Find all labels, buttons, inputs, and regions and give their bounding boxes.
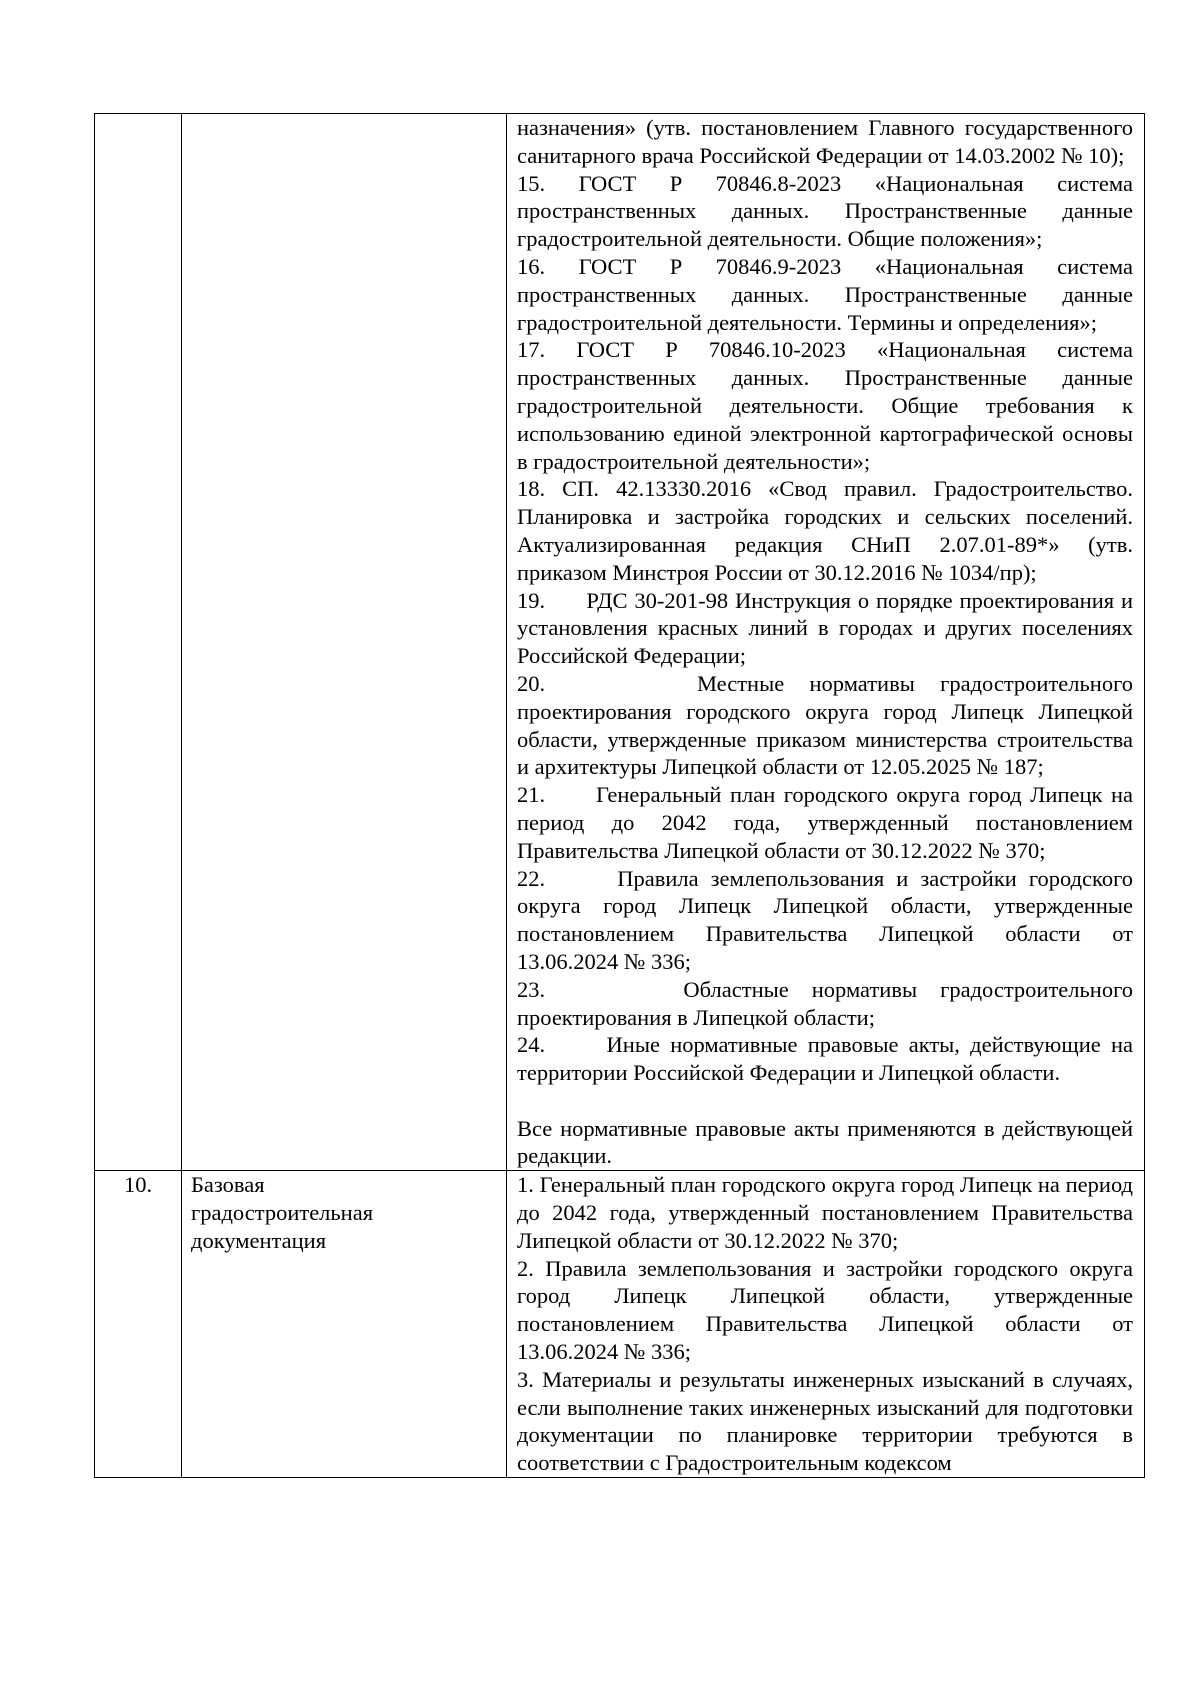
row-content-cell: [507, 1171, 1145, 1478]
basis-item-3: 3. Материалы и результаты инженерных изысканий в случаях, если выполнение таких инженерных изысканий для подготовки документации по планировке территории требуются в соответствии с Градостроительным кодексом: [517, 1366, 1133, 1476]
paragraph-23: 23. Областные нормативы градостроительного проектирования в Липецкой области;: [517, 976, 1133, 1030]
paragraph-21: 21. Генеральный план городского округа город Липецк на период до 2042 года, утвержденный постановлением Правительства Липецкой области от 30.12.2022 № 370;: [517, 782, 1133, 863]
closing-note: Все нормативные правовые акты применяются в действующей редакции.: [517, 1115, 1133, 1169]
table-row-continuation: [95, 114, 1145, 1171]
blank-line: [517, 1087, 1133, 1115]
paragraph-18: 18. СП. 42.13330.2016 «Свод правил. Градостроительство. Планировка и застройка городских и сельских поселений. Актуализированная редакция СНиП 2.07.01-89*» (утв. приказом Минстроя России от 30.12.2016 № 1034/пр);: [517, 476, 1133, 585]
row-name-cell: [182, 1171, 507, 1478]
row-name-line-1: Базовая: [191, 1172, 265, 1198]
row-name-line-2: градостроительная: [191, 1200, 374, 1226]
paragraph-20: 20. Местные нормативы градостроительного проектирования городского округа город Липецк Липецкой области, утвержденные приказом министерства строительства и архитектуры Липецкой области от 12.05.2025 № 187;: [517, 670, 1133, 780]
paragraph-16: 16. ГОСТ Р 70846.9-2023 «Национальная система пространственных данных. Пространственные данные градостроительной деятельности. Термины и определения»;: [517, 253, 1133, 335]
table-row-10: [95, 1171, 1145, 1478]
requirements-table: [94, 113, 1145, 1478]
row-number: 10.: [123, 1172, 153, 1198]
row-content-cell: [507, 114, 1145, 1171]
paragraph-17: 17. ГОСТ Р 70846.10-2023 «Национальная система пространственных данных. Пространственные данные градостроительной деятельности. Общие требования к использованию единой электронной картографической основы в градостроительной деятельности»;: [517, 337, 1133, 474]
paragraph-15: 15. ГОСТ Р 70846.8-2023 «Национальная система пространственных данных. Пространственные данные градостроительной деятельности. Общие положения»;: [517, 170, 1133, 252]
paragraph-19: 19. РДС 30-201-98 Инструкция о порядке проектирования и установления красных линий в городах и других поселениях Российской Федерации;: [517, 587, 1133, 669]
row-number-cell: [95, 114, 182, 1171]
basis-item-2: 2. Правила землепользования и застройки городского округа город Липецк Липецкой области, утвержденные постановлением Правительства Липецкой области от 13.06.2024 № 336;: [517, 1255, 1133, 1365]
row-name-cell: [182, 114, 507, 1171]
row-number-cell: [95, 1171, 182, 1478]
paragraph-14-cont: назначения» (утв. постановлением Главного государственного санитарного врача Российской Федерации от 14.03.2002 № 10);: [517, 115, 1133, 168]
basis-item-1: 1. Генеральный план городского округа город Липецк на период до 2042 года, утвержденный постановлением Правительства Липецкой области от 30.12.2022 № 370;: [517, 1172, 1133, 1253]
paragraph-22: 22. Правила землепользования и застройки городского округа город Липецк Липецкой области, утвержденные постановлением Правительства Липецкой области от 13.06.2024 № 336;: [517, 865, 1133, 974]
row-name-line-3: документация: [191, 1227, 327, 1253]
paragraph-24: 24. Иные нормативные правовые акты, действующие на территории Российской Федерации и Липецкой области.: [517, 1032, 1133, 1086]
